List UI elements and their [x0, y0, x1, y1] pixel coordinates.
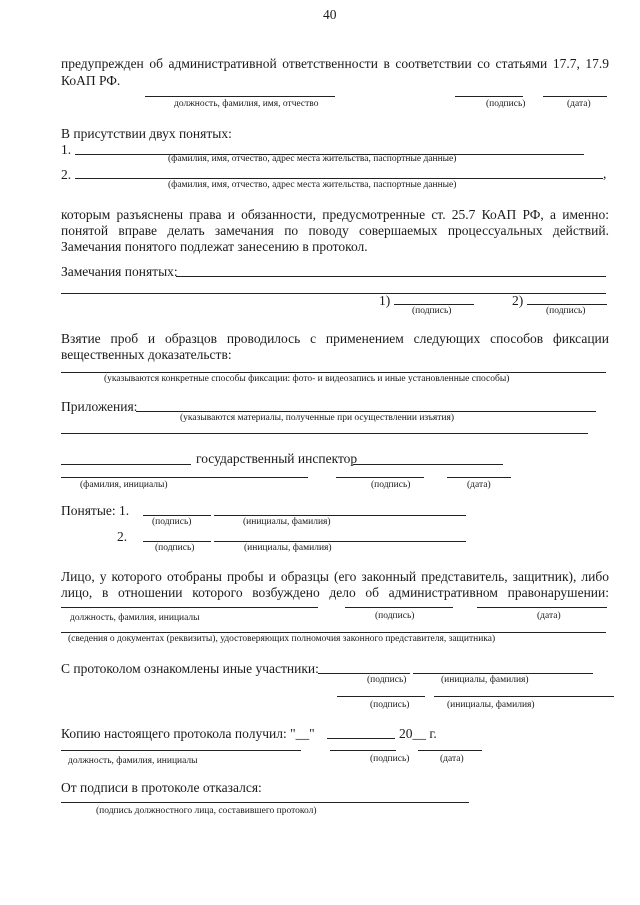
rights-line-1: которым разъяснены права и обязанности, предусмотренные ст. 25.7 КоАП РФ, а именно: [61, 207, 609, 222]
copy-caption-position: должность, фамилия, инициалы [68, 756, 198, 766]
rights-line-3: Замечания понятого подлежат занесению в протокол. [61, 239, 368, 254]
sampled-person-caption-date: (дата) [537, 611, 561, 621]
remarks-caption-signature-1: (подпись) [412, 306, 452, 316]
others-caption-signature-1: (подпись) [367, 675, 407, 685]
inspector-name-line-2[interactable] [61, 477, 308, 478]
remarks-line-2[interactable] [61, 293, 606, 294]
sampled-person-date-line[interactable] [477, 607, 607, 608]
others-label: С протоколом ознакомлены иные участники: [61, 661, 319, 676]
sampled-person-line-1: Лицо, у которого отобраны пробы и образцы (его законный представитель, защитник), либо [61, 569, 609, 584]
witness-signatures-label: Понятые: 1. [61, 503, 130, 518]
copy-caption-signature: (подпись) [370, 754, 410, 764]
remarks-caption-signature-2: (подпись) [546, 306, 586, 316]
inspector-date-line[interactable] [447, 477, 511, 478]
copy-position-line[interactable] [61, 750, 301, 751]
sampling-methods-line[interactable] [61, 372, 606, 373]
position-line[interactable] [145, 96, 335, 97]
caption-position: должность, фамилия, имя, отчество [174, 99, 319, 109]
attachments-line-2[interactable] [61, 433, 588, 434]
witness-2-number: 2. [117, 529, 128, 544]
witnesses-heading: В присутствии двух понятых: [61, 126, 232, 141]
copy-signature-line[interactable] [330, 750, 396, 751]
remarks-label: Замечания понятых: [61, 264, 178, 279]
inspector-name-line[interactable] [61, 464, 191, 465]
remarks-signature-1-line[interactable] [394, 304, 474, 305]
copy-year: 20__ г. [399, 726, 437, 741]
sampled-person-position-line[interactable] [61, 607, 318, 608]
caption-date: (дата) [567, 99, 591, 109]
rights-line-2: понятой вправе делать замечания по поводу совершаемых процессуальных действий. [61, 223, 609, 238]
date-line[interactable] [543, 96, 607, 97]
witness-number-1: 1. [61, 142, 72, 157]
sampling-caption: (указываются конкретные способы фиксации: фото- и видеозапись и иные установленные способы) [104, 374, 510, 384]
inspector-label: государственный инспектор [196, 451, 358, 466]
remarks-line-1[interactable] [176, 276, 606, 277]
remarks-signature-2-line[interactable] [527, 304, 607, 305]
witness-caption-1: (фамилия, имя, отчество, адрес места жительства, паспортные данные) [168, 154, 457, 164]
others-caption-initials-1: (инициалы, фамилия) [441, 675, 529, 685]
others-initials-1-line[interactable] [413, 673, 593, 674]
sampled-person-docs-line[interactable] [61, 632, 606, 633]
refusal-signature-line[interactable] [61, 802, 469, 803]
attachments-line-1[interactable] [136, 411, 596, 412]
others-caption-signature-2: (подпись) [370, 700, 410, 710]
witness-number-2: 2. [61, 167, 72, 182]
sampled-person-signature-line[interactable] [345, 607, 453, 608]
caption-signature: (подпись) [486, 99, 526, 109]
witness-2-caption-signature: (подпись) [155, 543, 195, 553]
witness-1-caption-signature: (подпись) [152, 517, 192, 527]
sampled-person-caption-position: должность, фамилия, инициалы [70, 613, 200, 623]
witness-2-signature-line[interactable] [143, 541, 211, 542]
signature-line[interactable] [455, 96, 523, 97]
attachments-caption: (указываются материалы, полученные при осуществлении изъятия) [180, 413, 455, 423]
witness-1-caption-initials: (инициалы, фамилия) [243, 517, 331, 527]
others-initials-2-line[interactable] [434, 696, 614, 697]
warning-line-2: КоАП РФ. [61, 73, 121, 88]
page-number: 40 [323, 7, 337, 22]
copy-caption-date: (дата) [440, 754, 464, 764]
others-caption-initials-2: (инициалы, фамилия) [447, 700, 535, 710]
inspector-caption-name: (фамилия, инициалы) [80, 480, 168, 490]
sampled-person-caption-docs: (сведения о документах (реквизиты), удостоверяющих полномочия законного представителя, защитника) [68, 634, 496, 644]
inspector-caption-signature: (подпись) [371, 480, 411, 490]
inspector-sign-line-2[interactable] [336, 477, 424, 478]
warning-line-1: предупрежден об административной ответственности в соответствии со статьями 17.7, 17.9 [61, 56, 609, 71]
sampling-line-1: Взятие проб и образцов проводилось с применением следующих способов фиксации [61, 331, 609, 346]
remarks-number-1: 1) [379, 293, 391, 308]
refusal-label: От подписи в протоколе отказался: [61, 780, 262, 795]
sampling-line-2: вещественных доказательств: [61, 347, 232, 362]
witness-2-line[interactable] [75, 178, 603, 179]
attachments-label: Приложения: [61, 399, 138, 414]
witness-2-caption-initials: (инициалы, фамилия) [244, 543, 332, 553]
copy-label: Копию настоящего протокола получил: "__" [61, 726, 315, 741]
inspector-caption-date: (дата) [467, 480, 491, 490]
witness-caption-2: (фамилия, имя, отчество, адрес места жительства, паспортные данные) [168, 180, 457, 190]
copy-date-line[interactable] [418, 750, 482, 751]
refusal-caption: (подпись должностного лица, составившего протокол) [96, 806, 317, 816]
witness-1-signature-line[interactable] [143, 515, 211, 516]
witness-2-initials-line[interactable] [214, 541, 466, 542]
others-signature-2-line[interactable] [337, 696, 425, 697]
sampled-person-line-2: лицо, в отношении которого возбуждено дело об административном правонарушении: [61, 585, 609, 600]
remarks-number-2: 2) [512, 293, 524, 308]
copy-month-line[interactable] [327, 738, 395, 739]
witness-comma: , [603, 166, 607, 181]
sampled-person-caption-signature: (подпись) [375, 611, 415, 621]
others-signature-1-line[interactable] [318, 673, 410, 674]
witness-1-initials-line[interactable] [214, 515, 466, 516]
inspector-signature-line[interactable] [353, 464, 503, 465]
